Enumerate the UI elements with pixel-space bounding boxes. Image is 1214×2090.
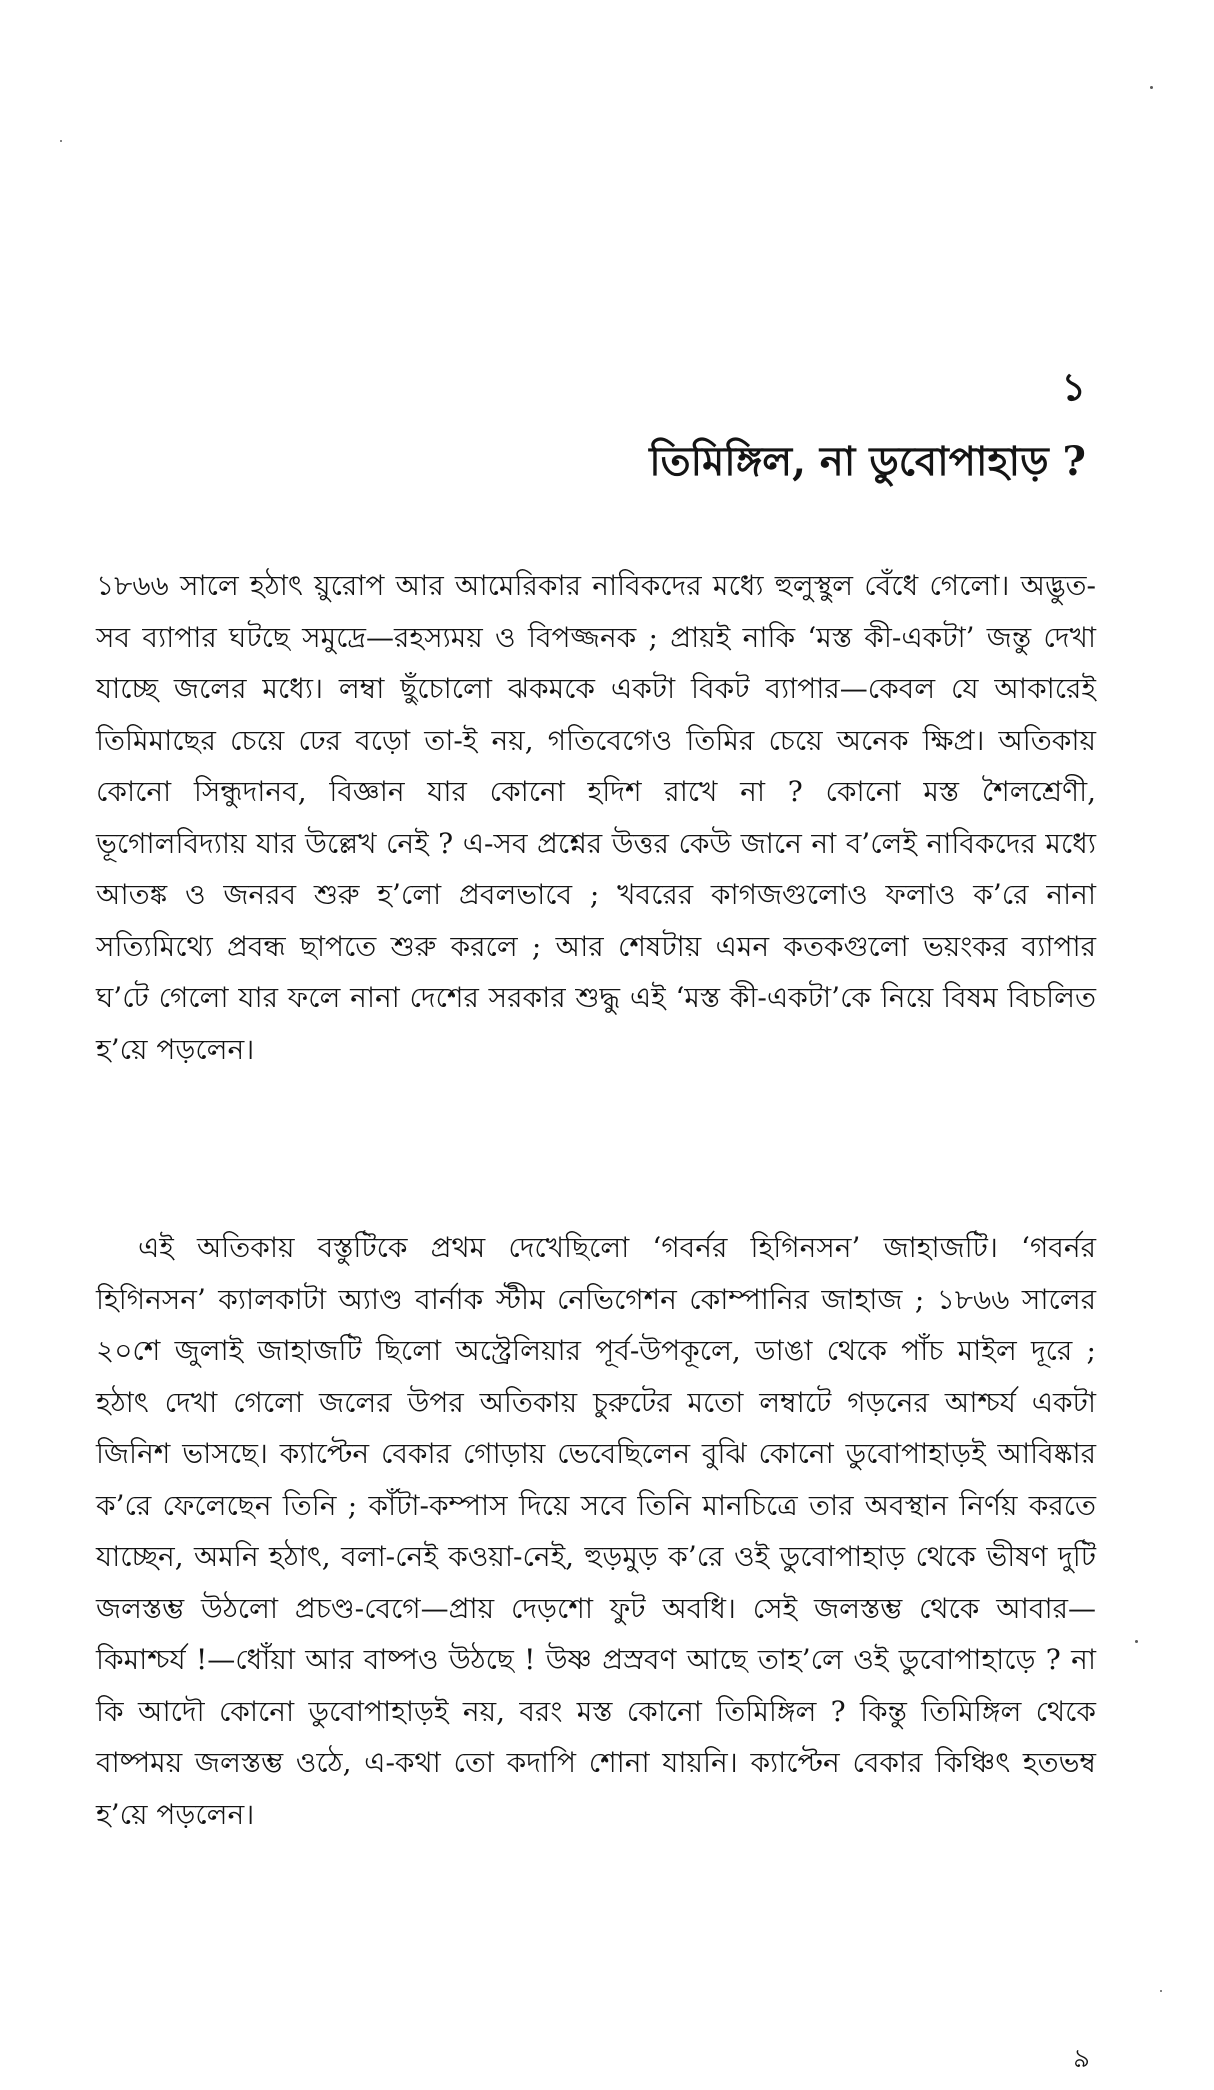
body-paragraph-2 — [96, 1222, 1096, 1840]
chapter-number: ১ — [1061, 364, 1086, 409]
chapter-title: তিমিঙ্গিল, না ডুবোপাহাড় ? — [649, 438, 1086, 485]
page-number: ৯ — [1073, 2044, 1090, 2074]
scan-speck — [1135, 1640, 1138, 1643]
scan-speck — [1160, 1990, 1162, 1992]
body-paragraph-1 — [96, 560, 1096, 1075]
paragraph-text: এই অতিকায় বস্তুটিকে প্রথম দেখেছিলো ‘গবর্নর হিগিনসন’ জাহাজটি। ‘গবর্নর হিগিনসন’ ক্যালকাটা অ্যাণ্ড বার্নাক স্টীম নেভিগেশন কোম্পানির জাহাজ ; ১৮৬৬ সালের ২০শে জুলাই জাহাজটি ছিলো অস্ট্রেলিয়ার পূর্ব-উপকূলে, ডাঙা থেকে পাঁচ মাইল দূরে ; হঠাৎ দেখা গেলো জলের উপর অতিকায় চুরুটের মতো লম্বাটে গড়নের আশ্চর্য একটা জিনিশ ভাসছে। ক্যাপ্টেন বেকার গোড়ায় ভেবেছিলেন বুঝি কোনো ডুবোপাহাড়ই আবিষ্কার ক’রে ফেলেছেন তিনি ; কাঁটা-কম্পাস দিয়ে সবে তিনি মানচিত্রে তার অবস্থান নির্ণয় করতে যাচ্ছেন, অমনি হঠাৎ, বলা-নেই কওয়া-নেই, হুড়মুড় ক’রে ওই ডুবোপাহাড় থেকে ভীষণ দুটি জলস্তম্ভ উঠলো প্রচণ্ড-বেগে—প্রায় দেড়শো ফুট অবধি। সেই জলস্তম্ভ থেকে আবার—কিমাশ্চর্য !—ধোঁয়া আর বাষ্পও উঠছে ! উষ্ণ প্রস্রবণ আছে তাহ’লে ওই ডুবোপাহাড়ে ? না কি আদৌ কোনো ডুবোপাহাড়ই নয়, বরং মস্ত কোনো তিমিঙ্গিল ? কিন্তু তিমিঙ্গিল থেকে বাষ্পময় জলস্তম্ভ ওঠে, এ-কথা তো কদাপি শোনা যায়নি। ক্যাপ্টেন বেকার কিঞ্চিৎ হতভম্ব হ’য়ে পড়লেন। — [96, 1231, 1096, 1831]
scan-speck — [60, 140, 62, 142]
paragraph-text: ১৮৬৬ সালে হঠাৎ য়ুরোপ আর আমেরিকার নাবিকদের মধ্যে হুলুস্থুল বেঁধে গেলো। অদ্ভুত-সব ব্যাপার ঘটছে সমুদ্রে—রহস্যময় ও বিপজ্জনক ; প্রায়ই নাকি ‘মস্ত কী-একটা’ জন্তু দেখা যাচ্ছে জলের মধ্যে। লম্বা ছুঁচোলো ঝকমকে একটা বিকট ব্যাপার—কেবল যে আকারেই তিমিমাছের চেয়ে ঢের বড়ো তা-ই নয়, গতিবেগেও তিমির চেয়ে অনেক ক্ষিপ্র। অতিকায় কোনো সিন্ধুদানব, বিজ্ঞান যার কোনো হদিশ রাখে না ? কোনো মস্ত শৈলশ্রেণী, ভূগোলবিদ্যায় যার উল্লেখ নেই ? এ-সব প্রশ্নের উত্তর কেউ জানে না ব’লেই নাবিকদের মধ্যে আতঙ্ক ও জনরব শুরু হ’লো প্রবলভাবে ; খবরের কাগজগুলোও ফলাও ক’রে নানা সত্যিমিথ্যে প্রবন্ধ ছাপতে শুরু করলে ; আর শেষটায় এমন কতকগুলো ভয়ংকর ব্যাপার ঘ’টে গেলো যার ফলে নানা দেশের সরকার শুদ্ধু এই ‘মস্ত কী-একটা’কে নিয়ে বিষম বিচলিত হ’য়ে পড়লেন। — [96, 569, 1096, 1066]
scan-speck — [1150, 86, 1153, 89]
